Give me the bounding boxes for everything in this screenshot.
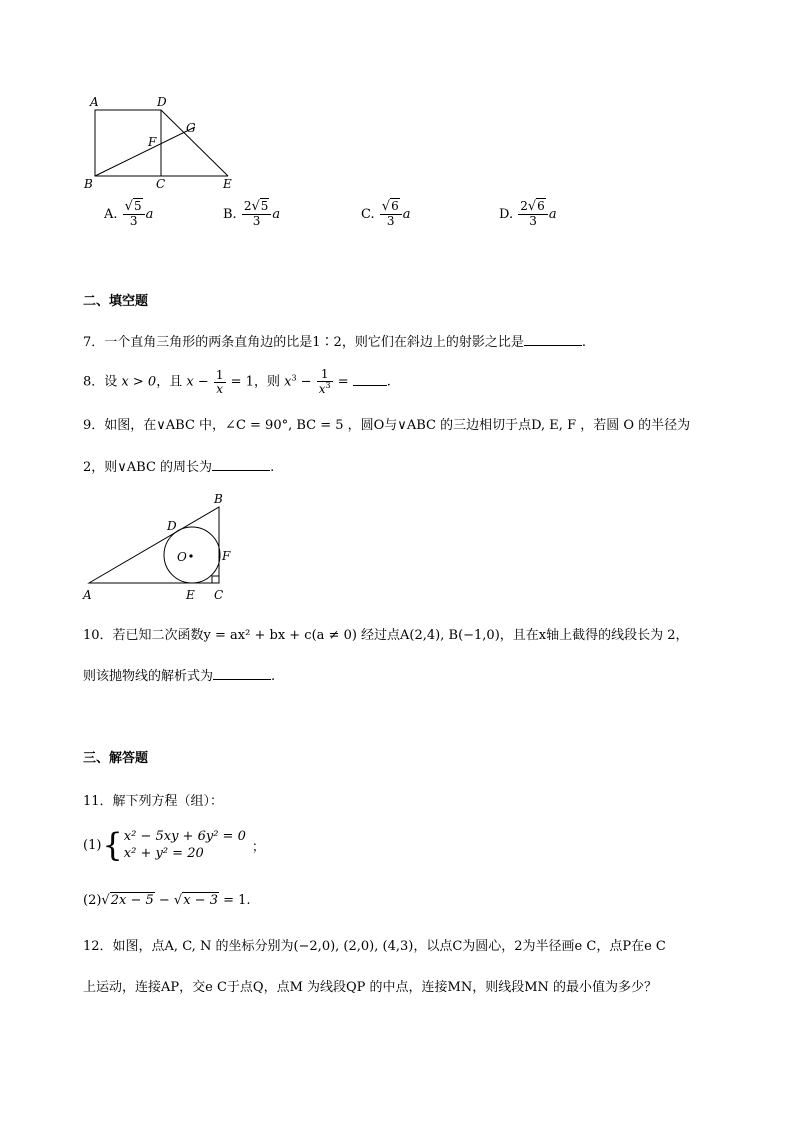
option-c[interactable]: C. $\frac{√6}{3}$ a <box>361 199 411 229</box>
section-fill-blank-title: 二、填空题 <box>83 294 149 309</box>
line-de <box>161 110 228 176</box>
question-7: 7．一个直角三角形的两条直角边的比是1∶2，则它们在斜边上的射影之比是 . <box>83 335 586 350</box>
answer-blank-8[interactable] <box>353 373 387 386</box>
section-solve-title: 三、解答题 <box>83 751 149 766</box>
option-a[interactable]: A. $\frac{√5}{3}$ a <box>104 199 154 229</box>
question-11-title: 11．解下列方程（组）： <box>83 794 224 809</box>
label-o: O <box>177 550 187 564</box>
label-a: A <box>90 95 99 109</box>
option-d-letter: D. <box>499 206 514 222</box>
label-g: G <box>186 121 196 135</box>
option-b[interactable]: B. $\frac{2√5}{3}$ a <box>223 199 281 229</box>
option-a-letter: A. <box>104 206 118 222</box>
question-12-line-1: 12．如图，点A, C, N 的坐标分别为(−2,0), (2,0), (4,3)，以点C为圆心，2为半径画e C，点P在e C <box>83 939 666 954</box>
figure-incircle-triangle <box>80 490 250 605</box>
question-10-line-1: 10．若已知二次函数y = ax² + bx + c(a ≠ 0) 经过点A(2,4), B(−1,0)，且在x轴上截得的线段长为 2， <box>83 628 689 643</box>
answer-blank-10[interactable] <box>213 667 271 680</box>
option-c-letter: C. <box>361 206 375 222</box>
label-d2: D <box>167 519 177 533</box>
answer-blank-9[interactable] <box>212 458 270 471</box>
option-d[interactable]: D. $\frac{2√6}{3}$ a <box>499 199 557 229</box>
label-c: C <box>156 177 166 191</box>
line-bg <box>95 127 195 176</box>
question-12-line-2: 上运动，连接AP，交e C于点Q，点M 为线段QP 的中点，连接MN，则线段MN 的最小值为多少？ <box>83 980 658 995</box>
question-8: 8．设 x > 0，且 x − $\frac{1}{x}$ = 1，则 $x^3$ − $\frac{1}{x^3}$ = . <box>83 367 391 397</box>
label-b2: B <box>214 492 223 506</box>
answer-blank-7[interactable] <box>524 333 582 346</box>
label-d: D <box>157 95 167 109</box>
question-11-part-1: (1) { x² − 5xy + 6y² = 0 x² + y² = 20 ； <box>83 826 265 864</box>
label-f2: F <box>222 549 231 563</box>
right-angle-mark <box>212 576 219 583</box>
label-b: B <box>84 177 93 191</box>
label-a2: A <box>83 588 92 602</box>
center-dot <box>189 554 192 557</box>
question-11-part-2: (2)√2x − 5 − √x − 3 = 1. <box>83 893 251 908</box>
figure-square-triangle <box>80 92 250 192</box>
question-9-line-2: 2，则∨ABC 的周长为 . <box>83 460 275 475</box>
question-10-line-2: 则该抛物线的解析式为 . <box>83 669 276 684</box>
triangle-abc <box>89 507 219 583</box>
label-e: E <box>223 177 232 191</box>
label-e2: E <box>186 588 195 602</box>
label-f: F <box>148 135 157 149</box>
brace-symbol: { <box>102 826 123 864</box>
label-c2: C <box>214 588 224 602</box>
question-9-line-1: 9．如图，在∨ABC 中，∠C = 90°, BC = 5 ，圆O与∨ABC 的三边相切于点D, E, F ，若圆 O 的半径为 <box>83 418 691 433</box>
option-b-letter: B. <box>223 206 237 222</box>
